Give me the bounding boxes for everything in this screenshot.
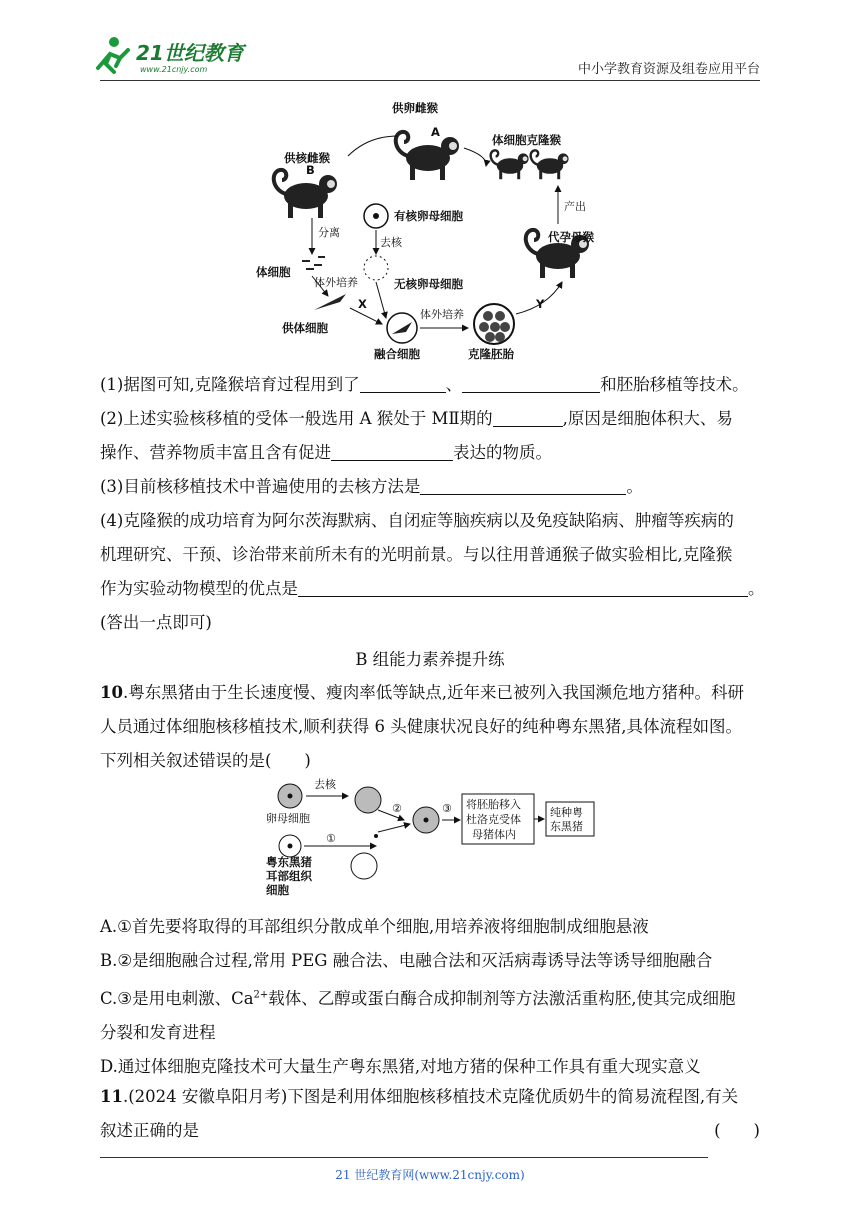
label-enucleate-2: 去核: [314, 778, 336, 791]
enucleated-egg-icon: [364, 256, 388, 280]
option-a: A.①首先要将取得的耳部组织分散成单个细胞,用培养液将细胞制成细胞悬液: [100, 917, 649, 936]
label-x: X: [358, 297, 367, 311]
label-enucleated-egg: 无核卵母细胞: [394, 277, 463, 291]
q9-part1: (1)据图可知,克隆猴培育过程用到了 、 和胚胎移植等技术。: [100, 375, 749, 394]
footer-text[interactable]: 21 世纪教育网(www.21cnjy.com): [335, 1168, 525, 1182]
option-d: D.通过体细胞克隆技术可大量生产粤东黑猪,对地方猪的保种工作具有重大现实意义: [100, 1056, 701, 1076]
label-step-3: ③: [442, 802, 452, 815]
svg-text:耳部组织: 耳部组织: [266, 869, 312, 883]
letter-a: A: [431, 125, 440, 139]
option-b: B.②是细胞融合过程,常用 PEG 融合法、电融合法和灭活病毒诱导法等诱导细胞融合: [100, 951, 713, 970]
q11-answer-paren: ( ): [714, 1121, 760, 1140]
header-divider: [100, 80, 760, 81]
label-clone-monkey: 体细胞克隆猴: [492, 133, 561, 147]
svg-text:母猪体内: 母猪体内: [472, 828, 516, 841]
answer-blank-3: [493, 408, 563, 427]
clone-monkeys-icon: [491, 150, 569, 179]
donor-cell-icon: [314, 294, 346, 310]
logo-text: 21世纪教育: [136, 41, 244, 65]
label-surrogate: 代孕母猴: [548, 230, 594, 244]
label-nucleated-egg: 有核卵母细胞: [394, 209, 463, 223]
label-embryo: 克隆胚胎: [468, 347, 514, 361]
letter-b: B: [306, 163, 315, 177]
somatic-cell-icon: [351, 853, 377, 879]
label-culture-1: 体外培养: [314, 276, 358, 289]
q9-part3: (3)目前核移植技术中普遍使用的去核方法是 。: [100, 477, 643, 496]
answer-blank-6: [298, 578, 748, 597]
black-pig-flow-diagram: [252, 772, 622, 902]
label-egg-cell: 卵母细胞: [266, 812, 310, 825]
enucleated-egg-2-icon: [355, 787, 381, 813]
svg-text:细胞: 细胞: [266, 883, 289, 897]
option-c: C.③是用电刺激、$Ca^{2+}$载体、乙醇或蛋白酶合成抑制剂等方法激活重构胚,使其完成细胞: [100, 988, 736, 1008]
section-b-title: B 组能力素养提升练: [355, 650, 505, 669]
label-egg-donor: 供卵雌猴: [392, 101, 438, 115]
label-somatic: 体细胞: [256, 265, 291, 279]
label-donor-cell: 供体细胞: [282, 321, 328, 335]
q11-stem: 11.(2024 安徽阜阳月考)下图是利用体细胞核移植技术克隆优质奶牛的简易流程图,有关 叙述正确的是: [100, 1087, 739, 1140]
label-separate: 分离: [318, 226, 340, 239]
svg-text:粤东黑猪: 粤东黑猪: [266, 855, 312, 869]
answer-blank-1: [360, 374, 446, 393]
svg-text:将胚胎移入: 将胚胎移入: [466, 798, 521, 811]
platform-name: 中小学教育资源及组卷应用平台: [577, 62, 760, 77]
q10-stem: 10.粤东黑猪由于生长速度慢、瘦肉率低等缺点,近年来已被列入我国濒危地方猪种。科研 人员通过体细胞核移植技术,顺利获得 6 头健康状况良好的纯种粤东黑猪,具体流程如图。 下列相关叙述错误的是( ): [100, 683, 744, 770]
somatic-cells-icon: [302, 256, 325, 270]
label-produce: 产出: [564, 200, 586, 213]
svg-text:杜洛克受体: 杜洛克受体: [466, 813, 521, 826]
svg-text:纯种粤: 纯种粤: [550, 806, 583, 819]
answer-blank-5: [420, 476, 626, 495]
label-culture-2: 体外培养: [420, 308, 464, 321]
runner-icon: [98, 37, 128, 72]
label-step-1: ①: [326, 832, 336, 845]
label-fused: 融合细胞: [374, 347, 420, 361]
site-logo: [92, 34, 262, 78]
label-step-2: ②: [392, 802, 402, 815]
answer-blank-2: [462, 374, 600, 393]
answer-blank-4: [331, 442, 453, 461]
clone-monkey-diagram: [248, 96, 618, 366]
monkey-b-icon: [274, 170, 337, 218]
svg-text:东黑猪: 东黑猪: [550, 820, 583, 833]
label-y: Y: [536, 297, 545, 311]
label-nucleus-donor: 供核雌猴: [284, 151, 330, 165]
footer-divider: [100, 1157, 708, 1158]
monkey-a-icon: [396, 132, 459, 180]
cloned-embryo-icon: [474, 304, 514, 344]
q9-part2: (2)上述实验核移植的受体一般选用 A 猴处于 MⅡ期的 ,原因是细胞体积大、易 操作、营养物质丰富且含有促进 表达的物质。: [100, 409, 733, 462]
q9-part4: (4)克隆猴的成功培育为阿尔茨海默病、自闭症等脑疾病以及免疫缺陷病、肿瘤等疾病的 机理研究、干预、诊治带来前所未有的光明前景。与以往用普通猴子做实验相比,克隆猴 作为实验动物模型的优点是 。 (答出一点即可): [100, 511, 765, 632]
q10-options: A.①首先要将取得的耳部组织分散成单个细胞,用培养液将细胞制成细胞悬液 B.②是细胞融合过程,常用 PEG 融合法、电融合法和灭活病毒诱导法等诱导细胞融合 C.③是用电刺激、$Ca^{2+}$载体、乙醇或蛋白酶合成抑制剂等方法激活重构胚,使其完成细胞 分裂和发育进程 D.通过体细胞克隆技术可大量生产粤东黑猪,对地方猪的保种工作具有重大现实意义: [100, 917, 736, 1076]
logo-url: www.21cnjy.com: [140, 65, 208, 74]
label-enucleate: 去核: [380, 236, 402, 249]
